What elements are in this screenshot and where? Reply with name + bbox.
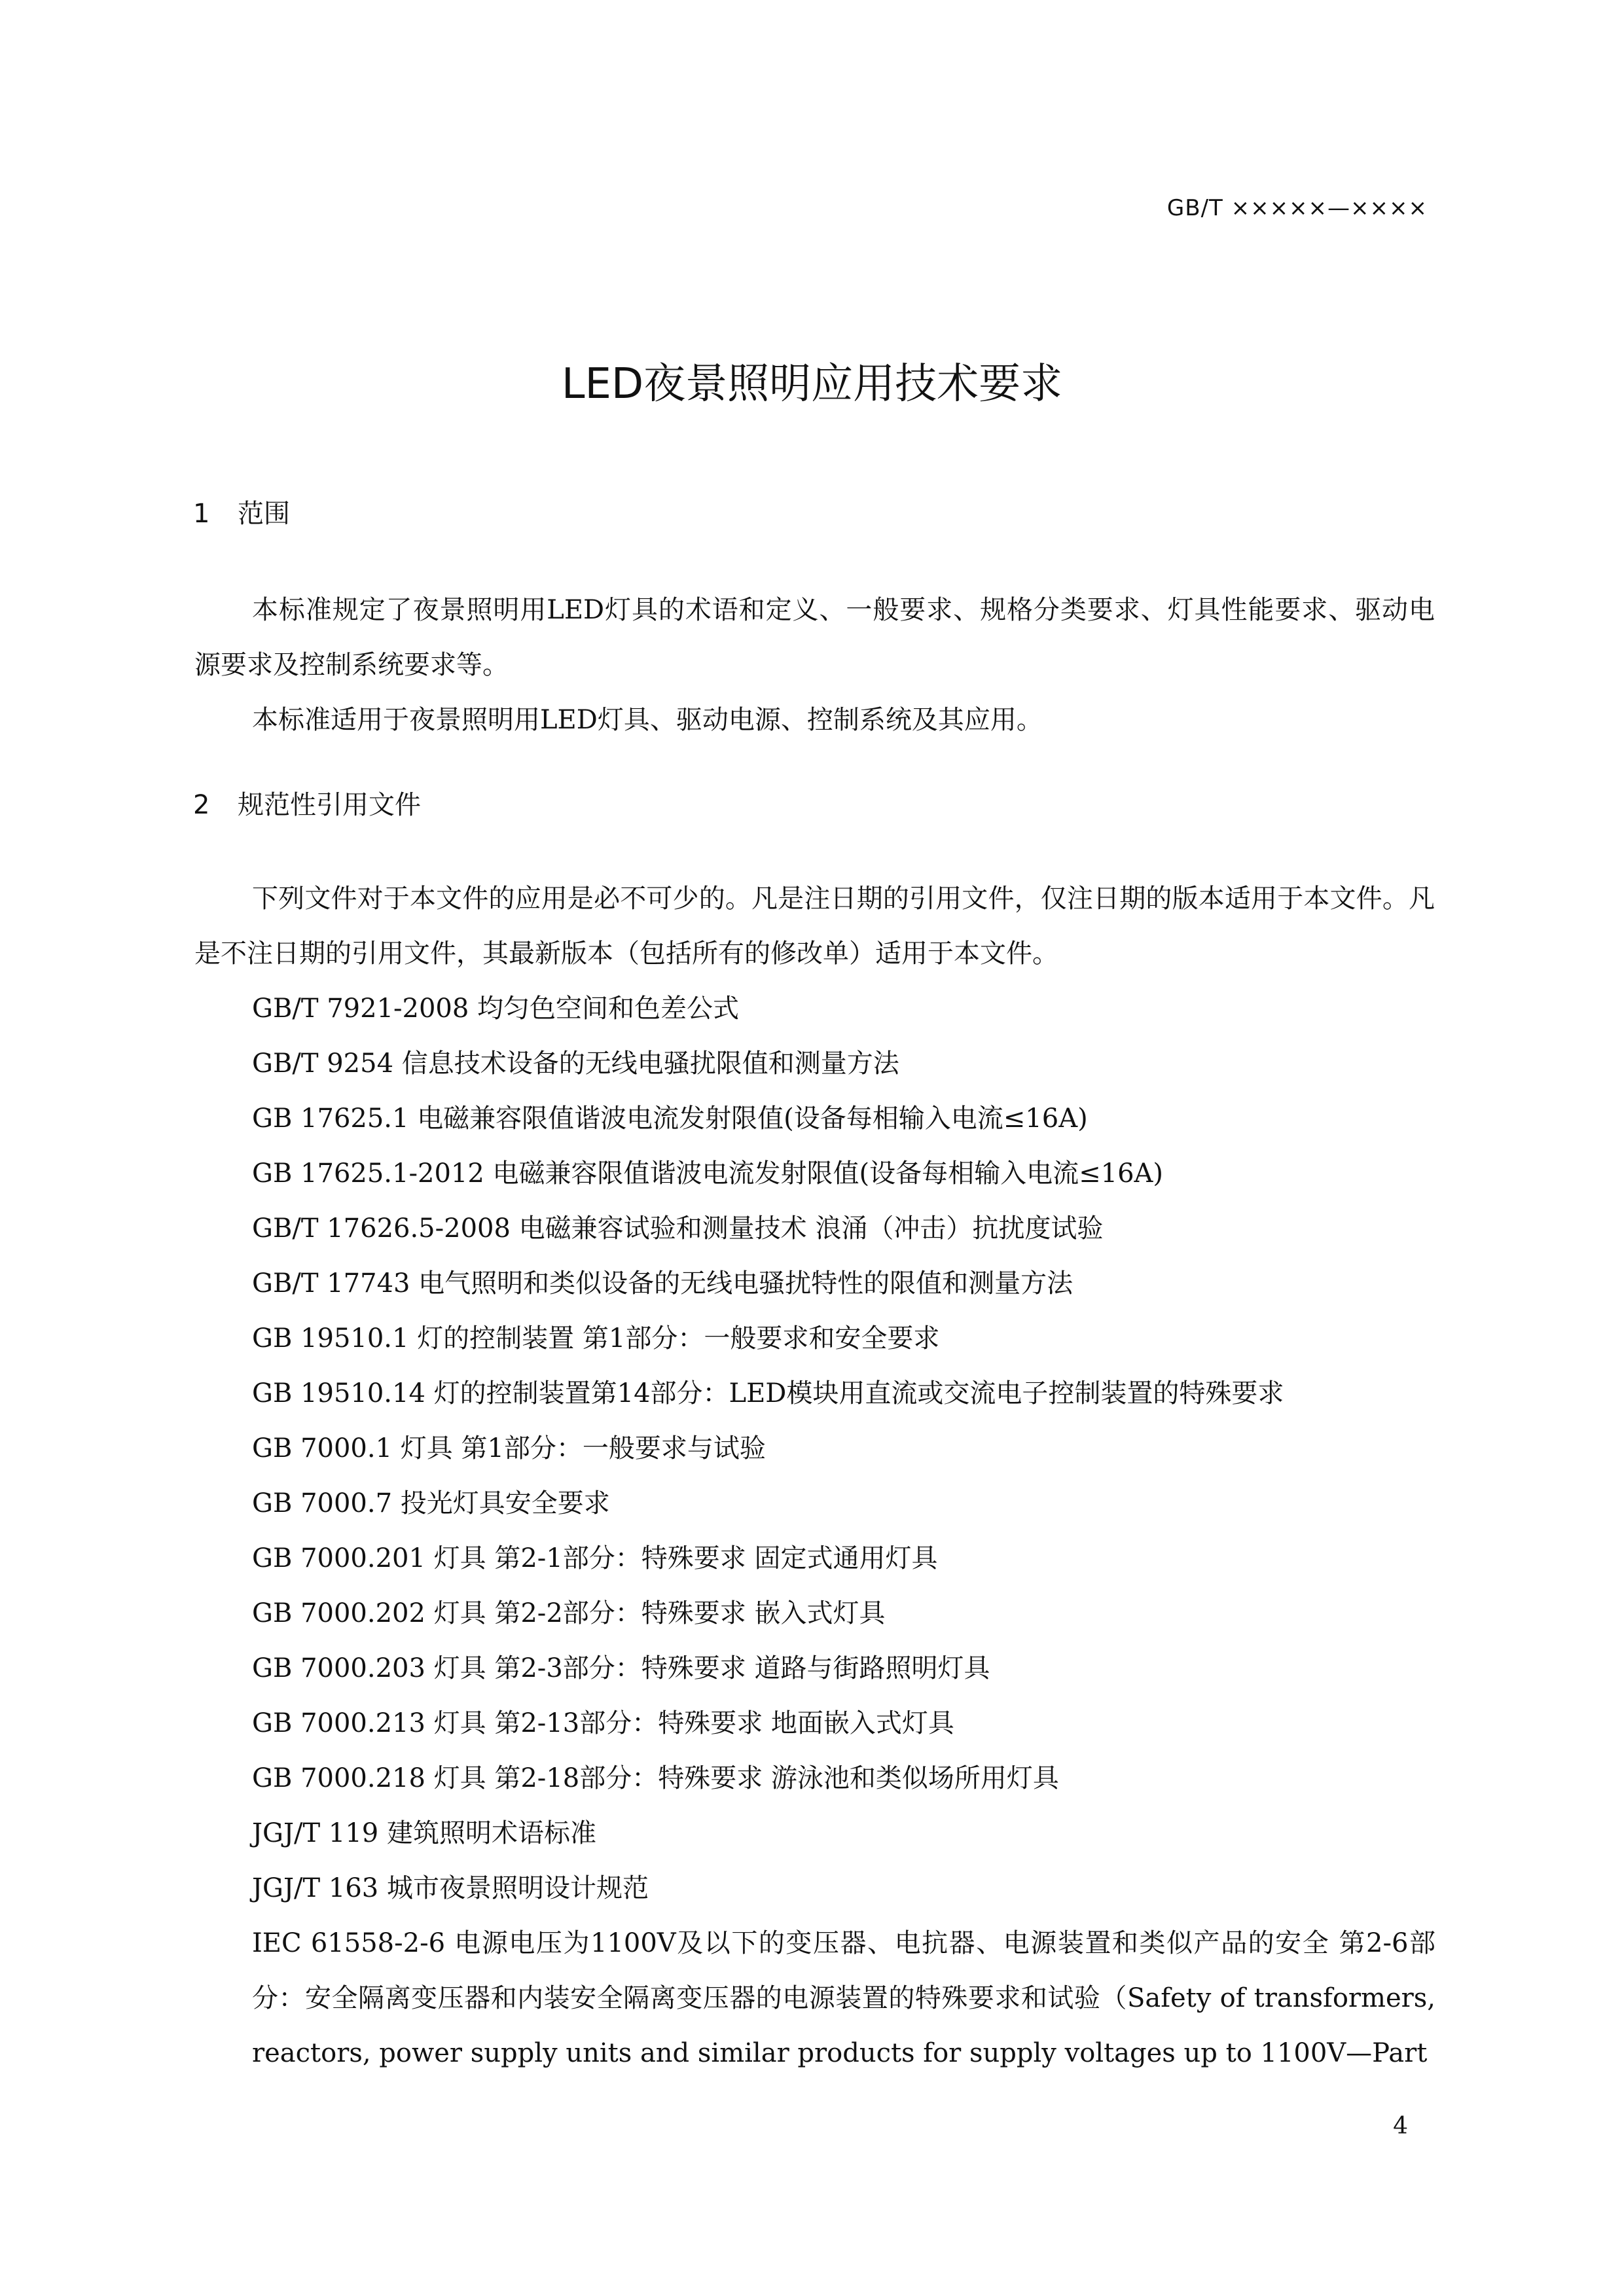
reference-item: GB/T 17743 电气照明和类似设备的无线电骚扰特性的限值和测量方法 <box>252 1268 1074 1299</box>
reference-item: GB 7000.201 灯具 第2-1部分：特殊要求 固定式通用灯具 <box>252 1543 938 1573</box>
reference-item: GB 7000.213 灯具 第2-13部分：特殊要求 地面嵌入式灯具 <box>252 1708 954 1738</box>
section-heading-normative-references <box>193 784 421 821</box>
page-number: 4 <box>1393 2113 1408 2140</box>
reference-item: GB 7000.1 灯具 第1部分：一般要求与试验 <box>252 1433 766 1463</box>
reference-item: GB 19510.14 灯的控制装置第14部分：LED模块用直流或交流电子控制装置的特殊要求 <box>252 1378 1284 1408</box>
reference-item: IEC 61558-2-6 电源电压为1100V及以下的变压器、电抗器、电源装置和类似产品的安全 第2-6部分：安全隔离变压器和内装安全隔离变压器的电源装置的特殊要求和试验（Safety of transformers, reactors, power supply units and similar products for supply voltages up to 1100V—Part <box>252 1928 1435 2068</box>
reference-item: GB 17625.1 电磁兼容限值谐波电流发射限值(设备每相输入电流≤16A) <box>252 1103 1088 1134</box>
reference-item: GB/T 7921-2008 均匀色空间和色差公式 <box>252 994 740 1024</box>
reference-list <box>252 981 1435 2081</box>
document-title: LED夜景照明应用技术要求 <box>561 360 1063 408</box>
scope-paragraph-1: 本标准规定了夜景照明用LED灯具的术语和定义、一般要求、规格分类要求、灯具性能要求、驱动电源要求及控制系统要求等。 <box>194 595 1435 680</box>
reference-item: GB 7000.218 灯具 第2-18部分：特殊要求 游泳池和类似场所用灯具 <box>252 1763 1059 1793</box>
reference-item: GB 7000.7 投光灯具安全要求 <box>252 1488 610 1518</box>
section-title: 范围 <box>238 499 290 529</box>
section-number: 2 <box>193 790 210 820</box>
scope-paragraph-2: 本标准适用于夜景照明用LED灯具、驱动电源、控制系统及其应用。 <box>252 705 1043 735</box>
section-number: 1 <box>193 499 210 529</box>
reference-item: GB 17625.1-2012 电磁兼容限值谐波电流发射限值(设备每相输入电流≤16A) <box>252 1158 1164 1189</box>
references-intro-paragraph: 下列文件对于本文件的应用是必不可少的。凡是注日期的引用文件，仅注日期的版本适用于本文件。凡是不注日期的引用文件，其最新版本（包括所有的修改单）适用于本文件。 <box>194 884 1435 969</box>
standard-number: GB/T ×××××—×××× <box>1166 195 1428 221</box>
reference-item: JGJ/T 119 建筑照明术语标准 <box>252 1818 596 1848</box>
reference-item: JGJ/T 163 城市夜景照明设计规范 <box>252 1873 649 1903</box>
reference-item: GB/T 9254 信息技术设备的无线电骚扰限值和测量方法 <box>252 1049 899 1079</box>
section-heading-scope <box>193 493 290 530</box>
section-title: 规范性引用文件 <box>238 790 421 820</box>
reference-item: GB 7000.203 灯具 第2-3部分：特殊要求 道路与街路照明灯具 <box>252 1653 990 1683</box>
reference-item: GB 19510.1 灯的控制装置 第1部分：一般要求和安全要求 <box>252 1323 940 1354</box>
reference-item: GB/T 17626.5-2008 电磁兼容试验和测量技术 浪涌（冲击）抗扰度试验 <box>252 1213 1104 1244</box>
reference-item: GB 7000.202 灯具 第2-2部分：特殊要求 嵌入式灯具 <box>252 1598 886 1628</box>
